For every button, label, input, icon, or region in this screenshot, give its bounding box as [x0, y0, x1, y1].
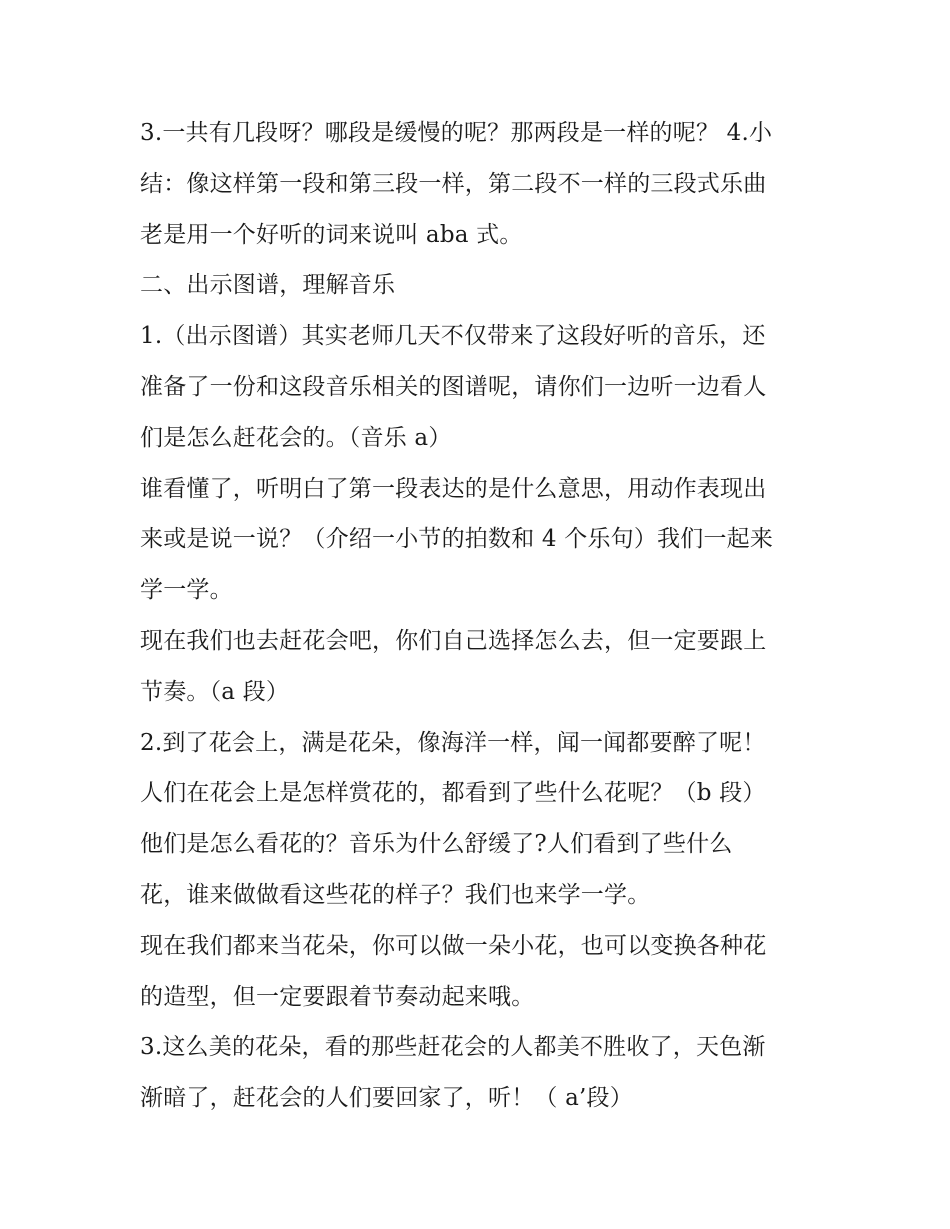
- text-line: 学一学。: [140, 577, 233, 604]
- text-line: 他们是怎么看花的？音乐为什么舒缓了?人们看到了些什么: [140, 831, 733, 858]
- text-line: 老是用一个好听的词来说叫 aba 式。: [140, 221, 523, 248]
- section-heading: 二、出示图谱，理解音乐: [140, 272, 396, 299]
- text-line: 现在我们也去赶花会吧，你们自己选择怎么去，但一定要跟上: [140, 627, 767, 654]
- text-line: 准备了一份和这段音乐相关的图谱呢，请你们一边听一边看人: [140, 373, 767, 400]
- text-line: 节奏。（a 段）: [140, 678, 290, 705]
- text-line: 人们在花会上是怎样赏花的，都看到了些什么花呢？（b 段）: [140, 780, 766, 807]
- text-line: 来或是说一说？（介绍一小节的拍数和 4 个乐句）我们一起来: [140, 526, 774, 553]
- text-line: 们是怎么赶花会的。（音乐 a）: [140, 424, 452, 451]
- text-line: 渐暗了，赶花会的人们要回家了，听！（ a’段）: [140, 1085, 633, 1112]
- text-line: 3.一共有几段呀？哪段是缓慢的呢？那两段是一样的呢？ 4.小: [140, 120, 773, 146]
- text-line: 现在我们都来当花朵，你可以做一朵小花，也可以变换各种花: [140, 932, 767, 959]
- document-body: [140, 108, 820, 1124]
- text-line: 花，谁来做做看这些花的样子？我们也来学一学。: [140, 881, 651, 908]
- text-line: 的造型，但一定要跟着节奏动起来哦。: [140, 983, 535, 1010]
- text-line: 3.这么美的花朵，看的那些赶花会的人都美不胜收了，天色渐: [140, 1034, 766, 1061]
- text-line: 2.到了花会上，满是花朵，像海洋一样，闻一闻都要醉了呢！: [140, 729, 766, 756]
- text-line: 1.（出示图谱）其实老师几天不仅带来了这段好听的音乐，还: [140, 323, 766, 350]
- text-line: 谁看懂了，听明白了第一段表达的是什么意思，用动作表现出: [140, 475, 767, 502]
- text-line: 结：像这样第一段和第三段一样，第二段不一样的三段式乐曲: [140, 170, 767, 197]
